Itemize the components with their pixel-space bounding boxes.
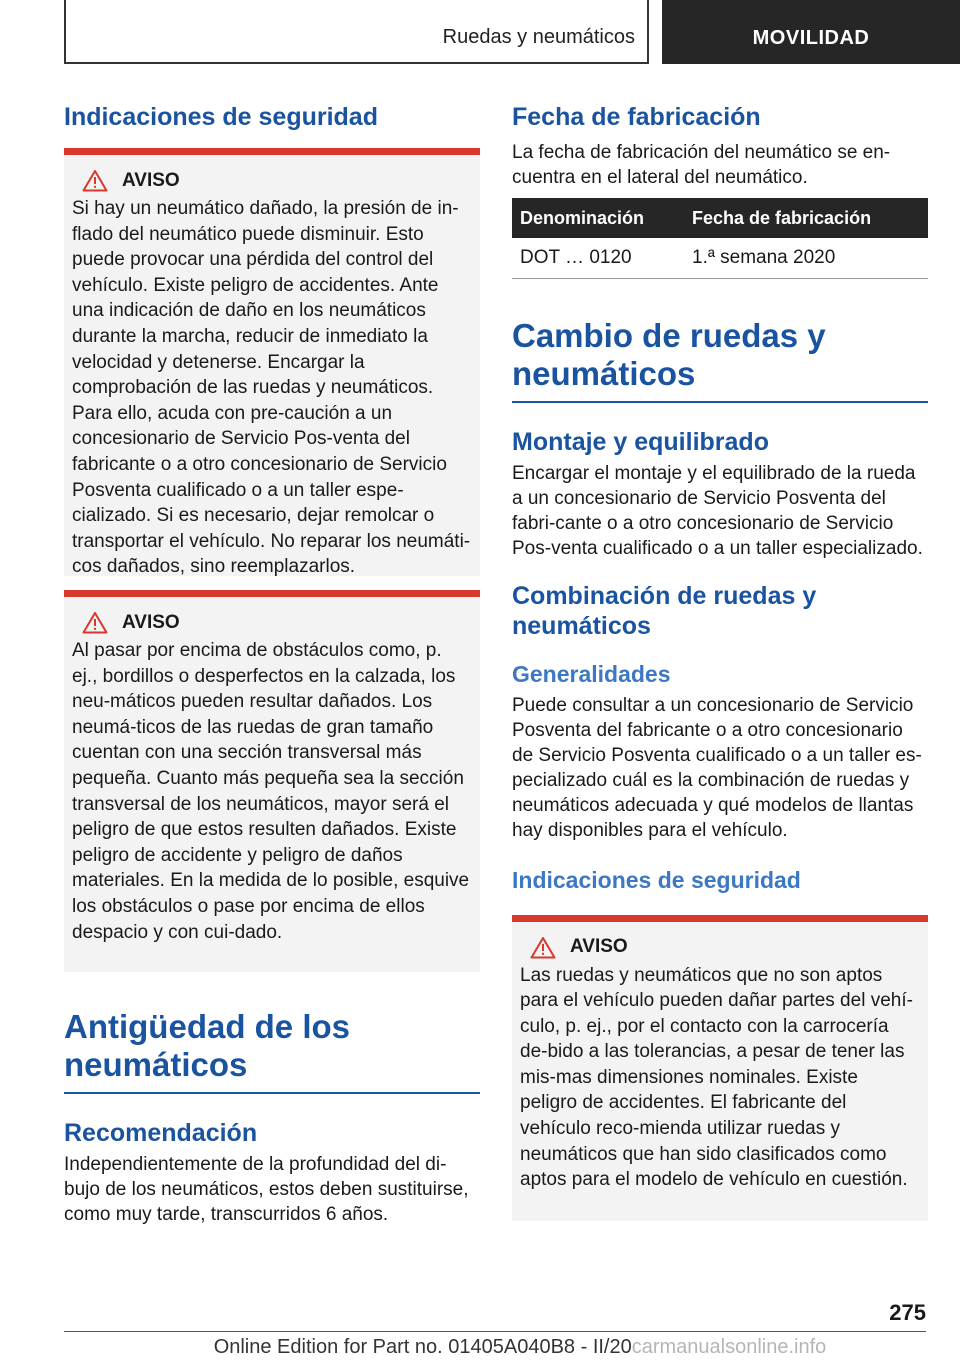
table-cell: 1.ª semana 2020 <box>684 238 928 278</box>
table-header-row <box>512 198 928 238</box>
general-text: Puede consultar a un concesionario de Servicio Posventa del fabricante o a otro concesionario de Servicio Posventa cualificado o a un taller es-pecializado cuál es la combinación de ruedas y neumáticos adecuada y qué modelos de llantas hay disponibles para el vehículo. <box>512 694 922 841</box>
page-number: 275 <box>889 1300 926 1325</box>
combination-heading: Combinación de ruedas y neumáticos <box>512 581 817 640</box>
recommendation-text: Independientemente de la profundidad del di-bujo de los neumáticos, estos deben sustituirse, como muy tarde, transcurridos 6 años. <box>64 1154 469 1225</box>
warning-label: AVISO <box>570 936 628 957</box>
header-chapter-title: MOVILIDAD <box>752 27 870 49</box>
warning-triangle-icon <box>530 936 556 959</box>
manufacture-date-table <box>512 198 928 279</box>
left-column <box>64 100 480 1227</box>
warning-title <box>520 936 920 959</box>
warning-box <box>64 590 480 972</box>
header-chapter-tab <box>662 0 960 64</box>
table-header-cell: Fecha de fabricación <box>684 198 928 238</box>
safety-subheading: Indicaciones de seguridad <box>512 866 801 893</box>
footer <box>0 1336 960 1359</box>
warning-title <box>72 611 472 634</box>
header-section-title: Ruedas y neumáticos <box>442 26 635 48</box>
mounting-heading: Montaje y equilibrado <box>512 427 769 456</box>
footer-divider <box>64 1331 926 1332</box>
warning-text: Si hay un neumático dañado, la presión de in-flado del neumático puede disminuir. Esto puede provocar una pérdida del control del vehículo. Existe peligro de accidentes. Ante una indicación de daño en los neumáticos durante la marcha, reducir de inmediato la velocidad y detenerse. Encargar la comprobación de las ruedas y neumáticos. Para ello, acuda con pre-caución a un concesionario de Servicio Pos-venta del fabricante o a otro concesionario de Servicio Posventa cualificado o a un taller espe-cializado. Si es necesario, dejar remolcar o transportar el vehículo. No reparar los neumáti-cos dañados, sino reemplazarlos. <box>72 198 471 578</box>
warning-text: Las ruedas y neumáticos que no son aptos para el vehículo pueden dañar partes del vehí-culo, p. ej., por el contacto con la carrocería de-bido a las tolerancias, a pesar de tener las mis-mas dimensiones nominales. Existe peligro de accidentes. El fabricante del vehículo reco-mienda utilizar ruedas y neumáticos que han sido clasificados como aptos para el modelo de vehículo en cuestión. <box>520 964 913 1191</box>
warning-box <box>64 148 480 576</box>
warning-label: AVISO <box>122 169 180 191</box>
manufacture-date-heading: Fecha de fabricación <box>512 103 761 131</box>
warning-triangle-icon <box>82 611 108 634</box>
header-section-tab <box>64 0 649 64</box>
recommendation-heading: Recomendación <box>64 1119 258 1147</box>
warning-title <box>72 169 472 192</box>
manufacture-date-text: La fecha de fabricación del neumático se en-cuentra en el lateral del neumático. <box>512 142 891 188</box>
table-cell: DOT … 0120 <box>512 238 684 278</box>
warning-label: AVISO <box>122 611 180 633</box>
table-row <box>512 238 928 278</box>
warning-box <box>512 915 928 1221</box>
safety-heading: Indicaciones de seguridad <box>64 103 378 131</box>
table-header-cell: Denominación <box>512 198 684 238</box>
warning-triangle-icon <box>82 169 108 192</box>
warning-text: Al pasar por encima de obstáculos como, p. ej., bordillos o desperfectos en la calzada, los neu-máticos pueden resultar dañados. Los neumá-ticos de las ruedas de gran tamaño cuentan con una sección transversal más pequeña. Cuanto más pequeña sea la sección transversal de los neumáticos, mayor será el peligro de que estos resulten dañados. Existe peligro de accidente y peligro de daños materiales. En la medida de lo posible, esquive los obstáculos o pase por encima de ellos despacio y con cui-dado. <box>72 640 470 943</box>
edition-text: Online Edition for Part no. 01405A040B8 - II/20 <box>213 1336 632 1358</box>
tire-age-heading: Antigüedad de los neumáticos <box>64 1008 480 1094</box>
wheel-change-heading: Cambio de ruedas y neumáticos <box>512 317 928 403</box>
watermark-text: carmanualsonline.info <box>631 1336 827 1358</box>
general-heading: Generalidades <box>512 660 671 687</box>
right-column <box>512 100 928 1221</box>
mounting-text: Encargar el montaje y el equilibrado de la rueda a un concesionario de Servicio Posventa del fabri-cante o a otro concesionario de Servicio Pos-venta cualificado o a un taller especializado. <box>512 462 923 559</box>
